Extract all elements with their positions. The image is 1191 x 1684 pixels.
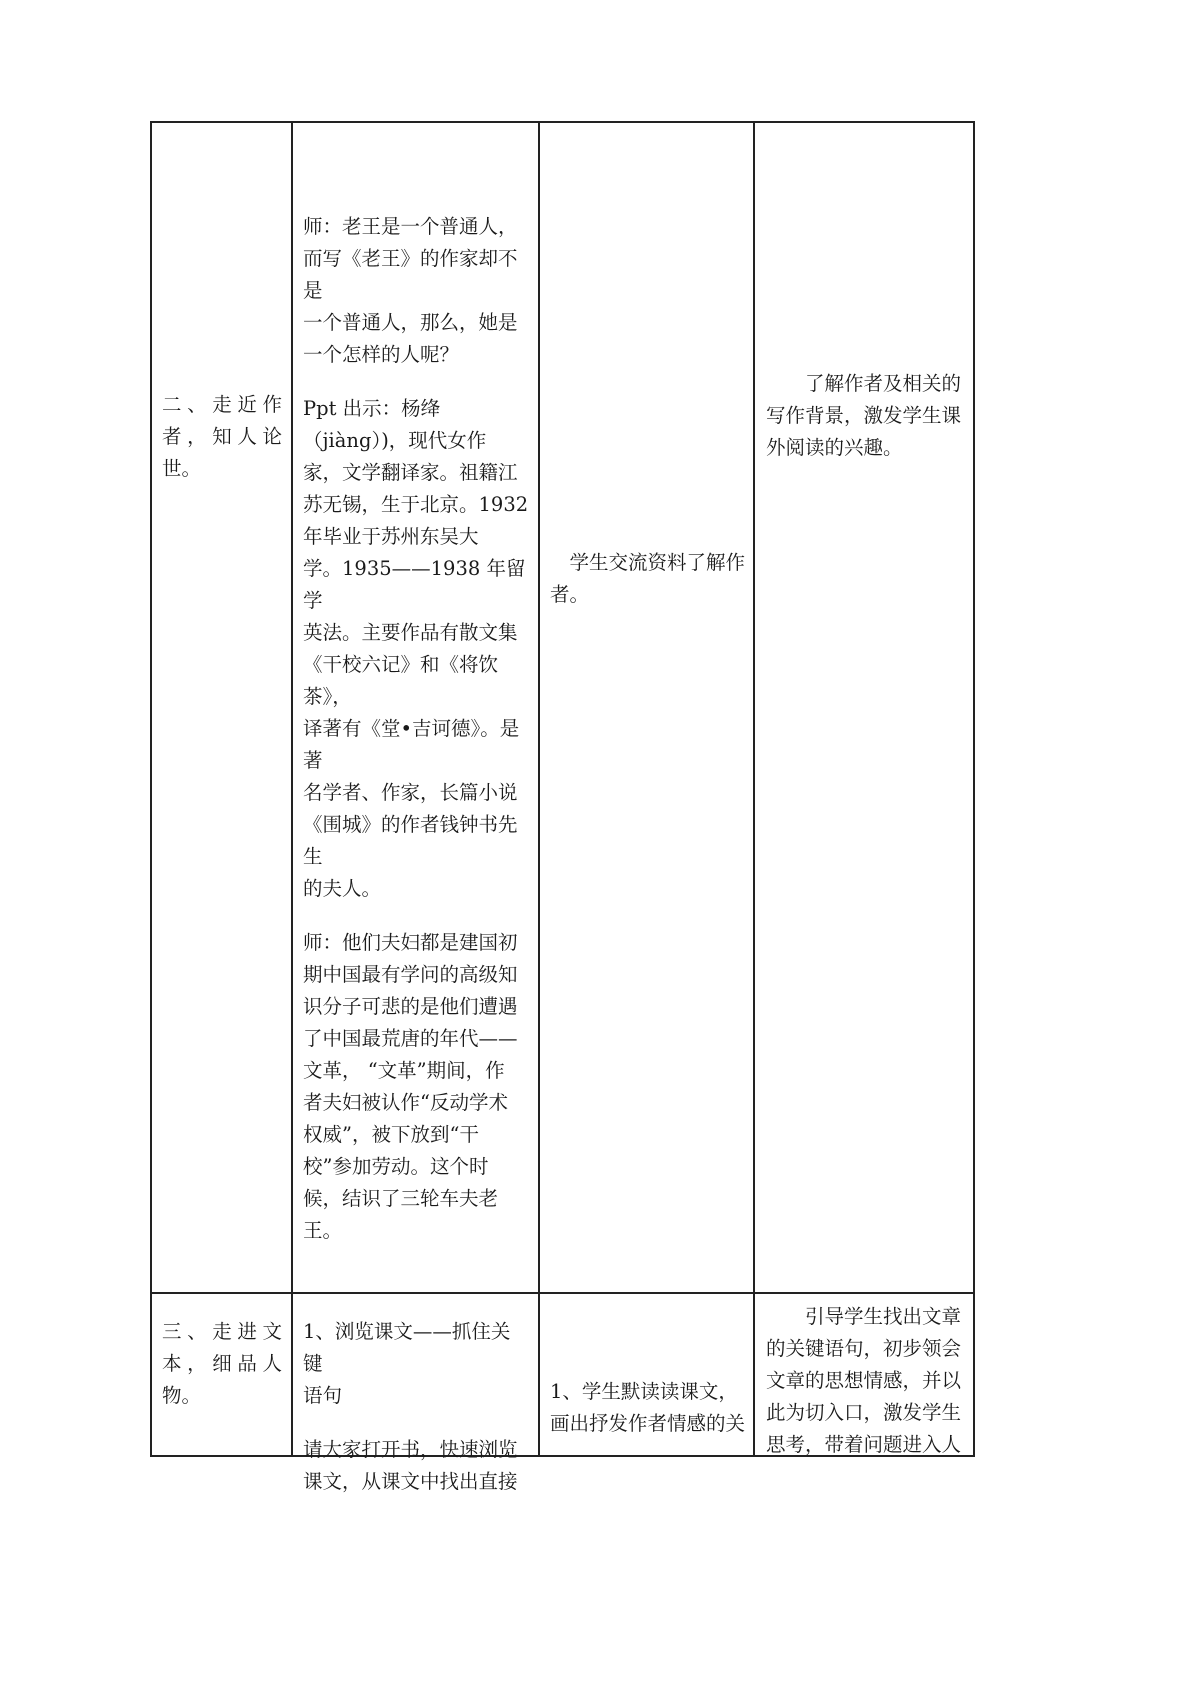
- student-line: 者。: [550, 583, 590, 606]
- column-divider-1: [291, 121, 293, 1457]
- student-line: 画出抒发作者情感的关: [550, 1412, 746, 1435]
- table-right-border: [973, 121, 975, 1457]
- teacher-line: 《围城》的作者钱钟书先生: [303, 813, 518, 868]
- teacher-line: 一个普通人，那么，她是: [303, 311, 518, 334]
- teacher-line: 权威”，被下放到“干: [303, 1123, 479, 1146]
- teacher-line: Ppt 出示：杨绛: [303, 397, 441, 420]
- teacher-line: 师：他们夫妇都是建国初: [303, 931, 518, 954]
- stage-line: 本，细品人: [162, 1352, 282, 1375]
- stage-line: 二、走近作: [162, 393, 282, 416]
- purpose-line: 引导学生找出文章: [805, 1305, 962, 1328]
- purpose-line: 此为切入口，激发学生: [766, 1401, 962, 1424]
- column-divider-2: [538, 121, 540, 1457]
- purpose-cell-row-2: [766, 1301, 966, 1461]
- teacher-line: 文革， “文革”期间，作: [303, 1059, 505, 1082]
- student-cell-row-1: [550, 547, 746, 611]
- student-line: 学生交流资料了解作: [569, 551, 746, 574]
- stage-cell-row-1: [162, 389, 282, 485]
- teacher-line: （jiàng）)，现代女作: [303, 429, 487, 452]
- teacher-line: 候，结识了三轮车夫老: [303, 1187, 499, 1210]
- teacher-line: 请大家打开书，快速浏览: [303, 1438, 518, 1461]
- teacher-cell-row-1: [303, 211, 529, 1247]
- teacher-line: 了中国最荒唐的年代——: [303, 1027, 518, 1050]
- teacher-line: 课文，从课文中找出直接: [303, 1470, 518, 1493]
- teacher-cell-row-2: [303, 1316, 529, 1498]
- stage-line: 物。: [162, 1384, 202, 1407]
- student-line: 1、学生默读读课文，: [550, 1380, 738, 1403]
- teacher-line: 期中国最有学问的高级知: [303, 963, 518, 986]
- table-top-border: [150, 121, 975, 123]
- teacher-line: 识分子可悲的是他们遭遇: [303, 995, 518, 1018]
- purpose-line: 文章的思想情感，并以: [766, 1369, 962, 1392]
- teacher-line: 师：老王是一个普通人，: [303, 215, 518, 238]
- teacher-line: 英法。主要作品有散文集: [303, 621, 518, 644]
- purpose-line: 写作背景，激发学生课: [766, 404, 962, 427]
- teacher-line: 的夫人。: [303, 877, 382, 900]
- purpose-line: 思考，带着问题进入人: [766, 1433, 962, 1456]
- teacher-line: 者夫妇被认作“反动学术: [303, 1091, 508, 1114]
- purpose-line: 了解作者及相关的: [805, 372, 962, 395]
- teacher-line: 《干校六记》和《将饮茶》，: [303, 653, 499, 708]
- teacher-line: 校”参加劳动。这个时: [303, 1155, 489, 1178]
- stage-line: 三、走进文: [162, 1320, 282, 1343]
- teacher-line: 1、浏览课文——抓住关键: [303, 1320, 511, 1375]
- column-divider-3: [753, 121, 755, 1457]
- row-divider: [150, 1292, 975, 1294]
- purpose-cell-row-1: [766, 368, 966, 464]
- table-left-border: [150, 121, 152, 1457]
- teacher-line: 学。1935——1938 年留学: [303, 557, 526, 612]
- purpose-line: 外阅读的兴趣。: [766, 436, 903, 459]
- teacher-line: 语句: [303, 1384, 343, 1407]
- teacher-line: 而写《老王》的作家却不是: [303, 247, 518, 302]
- teacher-line: 一个怎样的人呢？: [303, 343, 460, 366]
- teacher-line: 译著有《堂•吉诃德》。是著: [303, 717, 520, 772]
- stage-line: 者，知人论: [162, 425, 282, 448]
- stage-line: 世。: [162, 457, 202, 480]
- teacher-line: 家，文学翻译家。祖籍江: [303, 461, 518, 484]
- purpose-line: 的关键语句，初步领会: [766, 1337, 962, 1360]
- teacher-line: 苏无锡，生于北京。1932: [303, 493, 529, 516]
- stage-cell-row-2: [162, 1316, 282, 1412]
- teacher-line: 王。: [303, 1219, 343, 1242]
- teacher-line: 年毕业于苏州东吴大: [303, 525, 479, 548]
- student-cell-row-2: [550, 1376, 746, 1440]
- teacher-line: 名学者、作家，长篇小说: [303, 781, 518, 804]
